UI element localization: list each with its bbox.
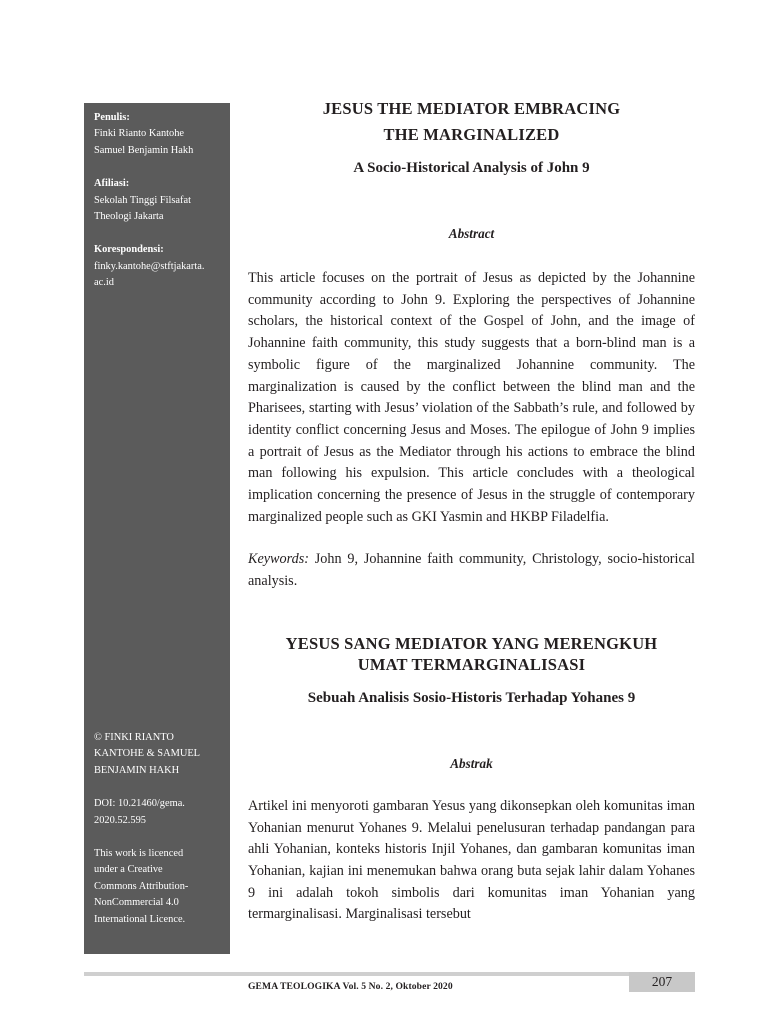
licence-line: This work is licenced [94, 848, 184, 860]
article-main [248, 96, 695, 926]
indonesian-subtitle: Sebuah Analisis Sosio-Historis Terhadap Yohanes 9 [307, 689, 636, 706]
writers-block [94, 110, 222, 159]
copyright-notice [94, 730, 226, 779]
licence-line: under a Creative [94, 864, 163, 876]
english-abstract-text: This article focuses on the portrait of Jesus as depicted by the Johannine community according to John 9. Exploring the perspectives of Johannine scholars, the historical context of the Gospel of John, and the image of Johannine faith community, this study suggests that a born-blind man is a symbolic figure of the marginalized Johannine community. The marginalization is caused by the conflict between the blind man and the Pharisees, starting with Jesus’ violation of the Sabbath’s rule, and followed by identity conflict concerning Jesus and Moses. The epilogue of John 9 implies a portrait of Jesus as the Mediator through his actions to embrace the blind man following his expulsion. This article concludes with a theological implication concerning the presence of Jesus in the struggle of contemporary marginalized people such as GKI Yasmin and HKBP Filadelfia. [248, 270, 695, 525]
english-title-line: JESUS THE MEDIATOR EMBRACING [322, 99, 621, 118]
affiliation-line: Sekolah Tinggi Filsafat [94, 194, 191, 206]
english-subtitle: A Socio-Historical Analysis of John 9 [353, 160, 590, 176]
licence-line: Commons Attribution- [94, 880, 189, 892]
correspondence-block [94, 242, 222, 291]
indonesian-abstract-text: Artikel ini menyoroti gambaran Yesus yang dikonsepkan oleh komunitas iman Yohanian menurut Yohanes 9. Melalui penelusuran terhadap pandangan para ahli Yohanian, konteks historis Injil Yohanes, dan gambaran komunitas iman Yohanian, kajian ini menemukan bahwa orang buta sejak lahir dalam Yohanes 9 ini adalah tokoh simbolis dari komunitas iman Yohanian yang termarginalisasi. Marginalisasi tersebut [248, 797, 695, 923]
copyright-line: © FINKI RIANTO [94, 732, 174, 743]
page-number: 207 [629, 972, 695, 992]
article-info-sidebar [84, 103, 230, 954]
english-title-line: THE MARGINALIZED [383, 125, 560, 144]
writer-name: Finki Rianto Kantohe [94, 128, 185, 140]
email-line[interactable]: ac.id [94, 277, 114, 289]
copyright-line: KANTOHE & SAMUEL [94, 748, 201, 760]
doi-line[interactable]: DOI: 10.21460/gema. [94, 798, 185, 810]
journal-footer [248, 981, 453, 992]
email-line[interactable]: finky.kantohe@stftjakarta. [94, 260, 205, 272]
licence-line: International Licence. [94, 913, 186, 925]
affiliation-label: Afiliasi: [94, 178, 130, 190]
journal-name: GEMA TEOLOGIKA [248, 981, 341, 992]
doi [94, 796, 226, 829]
keywords-label: Keywords: [248, 551, 309, 568]
english-abstract-heading: Abstract [448, 226, 495, 241]
writer-name: Samuel Benjamin Hakh [94, 144, 194, 156]
affiliation-line: Theologi Jakarta [94, 211, 164, 223]
licence-line: NonCommercial 4.0 [94, 897, 179, 909]
sidebar-bottom [94, 730, 226, 945]
keywords [248, 549, 695, 592]
indonesian-abstract-heading: Abstrak [450, 755, 493, 771]
affiliation-block [94, 176, 222, 225]
indonesian-title-line: YESUS SANG MEDIATOR YANG MERENGKUH [285, 633, 658, 653]
indonesian-title-line: UMAT TERMARGINALISASI [357, 654, 586, 674]
keywords-text: John 9, Johannine faith community, Christology, socio-historical analysis. [248, 551, 695, 590]
indonesian-title [248, 633, 695, 675]
english-title [248, 96, 695, 148]
writers-label: Penulis: [94, 112, 130, 123]
journal-issue: Vol. 5 No. 2, Oktober 2020 [340, 981, 453, 992]
copyright-line: BENJAMIN HAKH [94, 764, 180, 776]
licence-notice [94, 846, 226, 928]
correspondence-label: Korespondensi: [94, 244, 164, 256]
doi-line[interactable]: 2020.52.595 [94, 814, 146, 826]
